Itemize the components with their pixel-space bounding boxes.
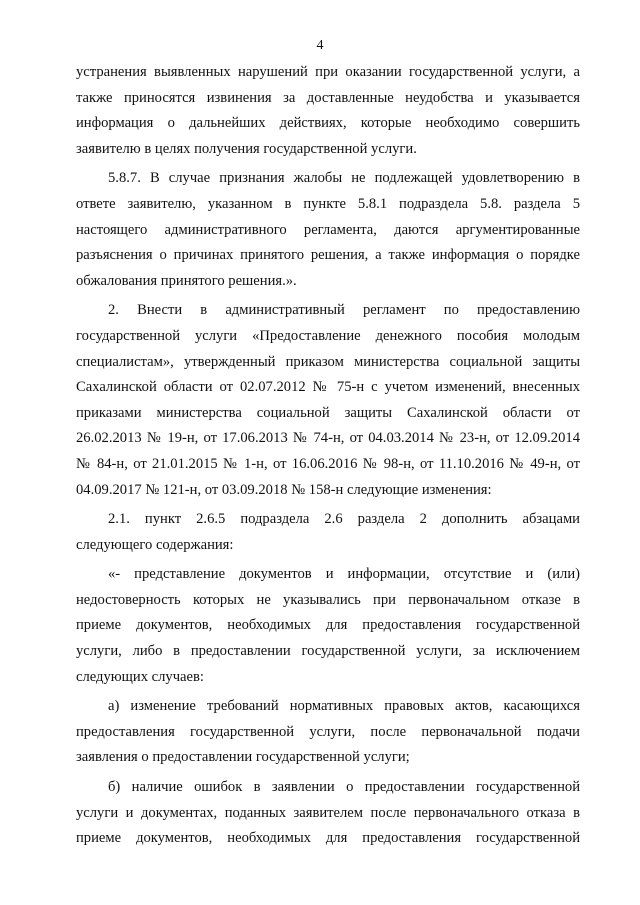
paragraph xyxy=(76,298,580,503)
text-line: 04.09.2017 № 121-н, от 03.09.2018 № 158-н следующие изменения: xyxy=(76,481,492,498)
paragraph xyxy=(76,562,580,690)
text-line: «- представление документов и информации, отсутствие и (или) xyxy=(108,566,580,583)
paragraph xyxy=(76,775,580,852)
text-line: настоящего административного регламента, даются аргументированные xyxy=(76,221,580,238)
text-line: недостоверность которых не указывались при первоначальном отказе в xyxy=(76,591,580,608)
text-line: приеме документов, необходимых для предоставления государственной xyxy=(76,617,580,634)
text-line: а) изменение требований нормативных правовых актов, касающихся xyxy=(108,698,580,715)
text-line: услуги и документах, поданных заявителем после первоначального отказа в xyxy=(76,804,580,821)
text-line: обжалования принятого решения.». xyxy=(76,272,297,289)
text-line: государственной услуги «Предоставление денежного пособия молодым xyxy=(76,327,580,344)
text-line: разъяснения о причинах принятого решения, а также информация о порядке xyxy=(76,247,580,264)
text-line: также приносятся извинения за доставленные неудобства и указывается xyxy=(76,89,580,106)
text-line: следующего содержания: xyxy=(76,536,234,553)
text-line: предоставления государственной услуги, после первоначальной подачи xyxy=(76,723,580,740)
paragraph xyxy=(76,166,580,294)
document-body xyxy=(76,60,580,852)
text-line: заявителю в целях получения государственной услуги. xyxy=(76,140,417,157)
text-line: 2. Внести в административный регламент по предоставлению xyxy=(108,302,580,319)
text-line: Сахалинской области от 02.07.2012 № 75-н с учетом изменений, внесенных xyxy=(76,379,580,396)
paragraph xyxy=(76,507,580,558)
text-line: заявления о предоставлении государственной услуги; xyxy=(76,749,410,766)
paragraph xyxy=(76,694,580,771)
page-number: 4 xyxy=(316,38,324,53)
text-line: следующих случаев: xyxy=(76,668,204,685)
text-line: информация о дальнейших действиях, которые необходимо совершить xyxy=(76,115,580,132)
text-line: устранения выявленных нарушений при оказании государственной услуги, а xyxy=(76,64,580,80)
text-line: б) наличие ошибок в заявлении о предоставлении государственной xyxy=(108,779,580,796)
text-line: ответе заявителю, указанном в пункте 5.8.1 подраздела 5.8. раздела 5 xyxy=(76,195,580,212)
text-line: услуги, либо в предоставлении государственной услуги, за исключением xyxy=(76,643,580,660)
text-line: специалистам», утвержденный приказом министерства социальной защиты xyxy=(76,353,580,370)
text-line: 5.8.7. В случае признания жалобы не подлежащей удовлетворению в xyxy=(108,170,580,187)
text-line: № 84-н, от 21.01.2015 № 1-н, от 16.06.2016 № 98-н, от 11.10.2016 № 49-н, от xyxy=(76,455,580,472)
text-line: приказами министерства социальной защиты Сахалинской области от xyxy=(76,404,580,421)
text-line: 2.1. пункт 2.6.5 подраздела 2.6 раздела 2 дополнить абзацами xyxy=(108,511,580,528)
text-line: приеме документов, необходимых для предоставления государственной xyxy=(76,830,580,847)
text-line: 26.02.2013 № 19-н, от 17.06.2013 № 74-н, от 04.03.2014 № 23-н, от 12.09.2014 xyxy=(76,430,580,447)
paragraph xyxy=(76,60,580,162)
